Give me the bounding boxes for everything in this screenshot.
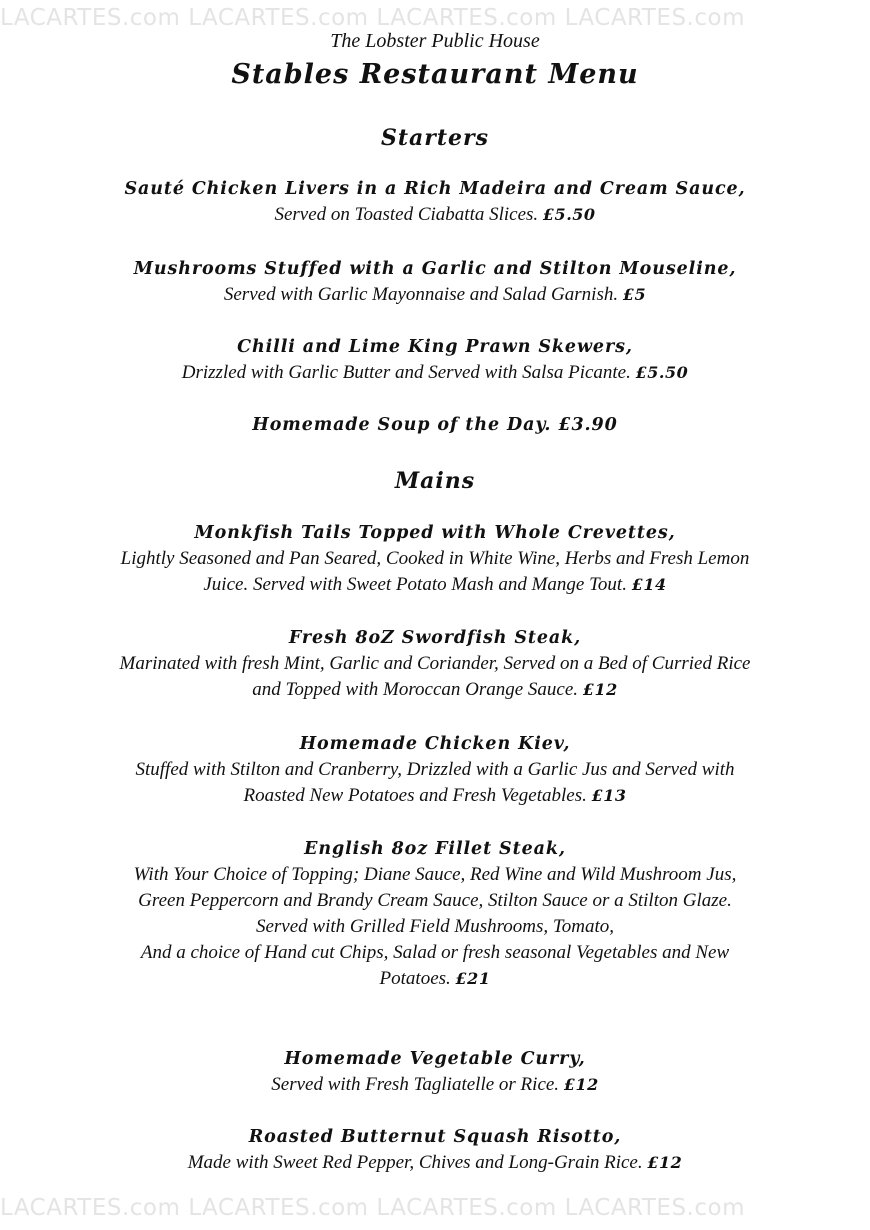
watermark-bottom: LACARTES.com LACARTES.com LACARTES.com LACARTES.com [0, 1195, 745, 1221]
main-item-description: With Your Choice of Topping; Diane Sauce, Red Wine and Wild Mushroom Jus, Green Peppercorn and Brandy Cream Sauce, Stilton Sauce or a Stilton Glaze. [133, 864, 737, 911]
main-item [0, 520, 870, 598]
main-item-name: Fresh 8oZ Swordfish Steak, [288, 628, 582, 648]
starter-item-description: Served on Toasted Ciabatta Slices. £5.50 [274, 204, 596, 225]
main-item-price: £12 [647, 1153, 683, 1172]
main-item-description: Served with Fresh Tagliatelle or Rice. £12 [271, 1074, 599, 1095]
main-item [0, 836, 870, 992]
starter-item [0, 176, 870, 228]
main-item-description: Lightly Seasoned and Pan Seared, Cooked in White Wine, Herbs and Fresh Lemon Juice. Served with Sweet Potato Mash and Mange Tout. £14 [120, 548, 750, 595]
starter-item-price: £5 [622, 285, 647, 304]
main-item [0, 731, 870, 809]
starters-heading: Starters [380, 125, 490, 151]
menu-title: Stables Restaurant Menu [231, 59, 639, 90]
main-item-price: £21 [455, 969, 491, 988]
main-item-description: Stuffed with Stilton and Cranberry, Drizzled with a Garlic Jus and Served with Roasted New Potatoes and Fresh Vegetables. £13 [135, 759, 735, 806]
starter-item-name: Chilli and Lime King Prawn Skewers, [237, 337, 633, 357]
starter-item-price: £5.50 [635, 363, 689, 382]
main-item-name: Homemade Vegetable Curry, [284, 1049, 586, 1069]
main-item-name: Homemade Chicken Kiev, [299, 734, 571, 754]
starter-item-description: Drizzled with Garlic Butter and Served with Salsa Picante. £5.50 [181, 362, 689, 383]
starter-item-name: Sauté Chicken Livers in a Rich Madeira and Cream Sauce, [124, 179, 746, 199]
main-item-name: Monkfish Tails Topped with Whole Crevettes, [194, 523, 676, 543]
main-item-name: English 8oz Fillet Steak, [304, 839, 566, 859]
main-item-description: Made with Sweet Red Pepper, Chives and Long-Grain Rice. £12 [187, 1152, 683, 1173]
starter-item-description: Served with Garlic Mayonnaise and Salad Garnish. £5 [223, 284, 647, 305]
main-item [0, 1046, 870, 1098]
house-name: The Lobster Public House [330, 30, 540, 52]
starter-item-price: £5.50 [542, 205, 596, 224]
watermark-top: LACARTES.com LACARTES.com LACARTES.com LACARTES.com [0, 5, 745, 31]
main-item [0, 625, 870, 703]
main-item-description: Marinated with fresh Mint, Garlic and Coriander, Served on a Bed of Curried Rice and Topped with Moroccan Orange Sauce. £12 [119, 653, 751, 700]
main-item-description-serving: Served with Grilled Field Mushrooms, Tomato, [255, 916, 614, 937]
starter-item [0, 256, 870, 308]
main-item [0, 1124, 870, 1176]
main-item-price: £14 [631, 575, 667, 594]
starter-item-name: Mushrooms Stuffed with a Garlic and Stilton Mouseline, [133, 259, 737, 279]
main-item-name: Roasted Butternut Squash Risotto, [248, 1127, 622, 1147]
main-item-price: £13 [591, 786, 627, 805]
main-item-description-sides: And a choice of Hand cut Chips, Salad or fresh seasonal Vegetables and New Potatoes. £21 [140, 942, 730, 989]
main-item-price: £12 [563, 1075, 599, 1094]
main-item-price: £12 [582, 680, 618, 699]
starter-item-name: Homemade Soup of the Day. £3.90 [252, 415, 618, 435]
starter-item [0, 334, 870, 386]
mains-heading: Mains [394, 468, 476, 494]
starter-item [0, 412, 870, 438]
